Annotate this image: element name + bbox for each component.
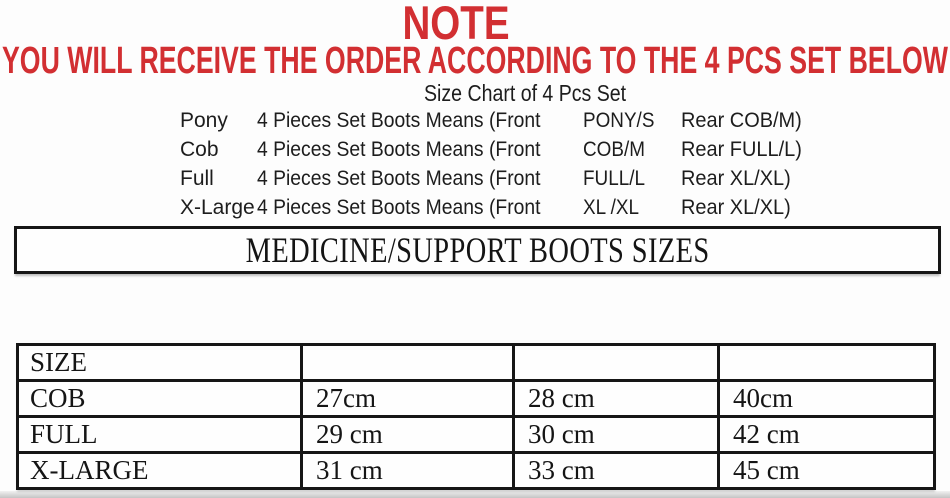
set-front-size: PONY/S [583,109,655,132]
note-subtitle-text: YOU WILL RECEIVE THE ORDER ACCORDING TO THE 4 PCS SET BELOW [2,40,948,82]
set-description: 4 Pieces Set Boots Means (Front [257,109,541,132]
table-header-row [18,345,935,381]
set-name: Cob [180,138,219,161]
medicine-boots-banner [14,226,941,274]
set-description: 4 Pieces Set Boots Means (Front [257,138,541,161]
measurement: 45 cm [719,453,935,489]
header-cell [719,345,935,381]
header-cell [302,345,514,381]
set-description: 4 Pieces Set Boots Means (Front [257,167,541,190]
row-label: FULL [18,417,302,453]
measurement: 28 cm [514,381,719,417]
set-rear-size: Rear FULL/L) [681,138,802,161]
set-name: Full [180,167,214,190]
size-chart-line-xlarge [0,193,950,222]
size-chart-lines [0,106,950,222]
row-label: X-LARGE [18,453,302,489]
set-front-size: XL /XL [583,196,640,219]
measurement: 30 cm [514,417,719,453]
set-name: X-Large [180,196,255,219]
table-row-xlarge [18,453,935,489]
set-description: 4 Pieces Set Boots Means (Front [257,196,541,219]
size-chart-line-full [0,164,950,193]
set-rear-size: Rear COB/M) [681,109,802,132]
measurement: 27cm [302,381,514,417]
set-front-size: COB/M [583,138,645,161]
row-label: COB [18,381,302,417]
bottom-edge-shadow [0,491,950,498]
size-chart-heading-text: Size Chart of 4 Pcs Set [424,80,627,106]
banner-title: MEDICINE/SUPPORT BOOTS SIZES [245,230,710,270]
table-row-full [18,417,935,453]
sizes-table [16,343,936,490]
size-chart-heading [424,80,662,106]
measurement: 33 cm [514,453,719,489]
set-front-size: FULL/L [583,167,645,190]
note-subtitle [2,42,948,80]
measurement: 40cm [719,381,935,417]
set-rear-size: Rear XL/XL) [681,196,791,219]
measurement: 29 cm [302,417,514,453]
set-name: Pony [180,109,228,132]
set-rear-size: Rear XL/XL) [681,167,791,190]
note-title-text: NOTE [402,0,510,49]
size-chart-line-cob [0,135,950,164]
header-cell [514,345,719,381]
table-row-cob [18,381,935,417]
header-cell-size: SIZE [18,345,302,381]
measurement: 42 cm [719,417,935,453]
measurement: 31 cm [302,453,514,489]
size-chart-line-pony [0,106,950,135]
